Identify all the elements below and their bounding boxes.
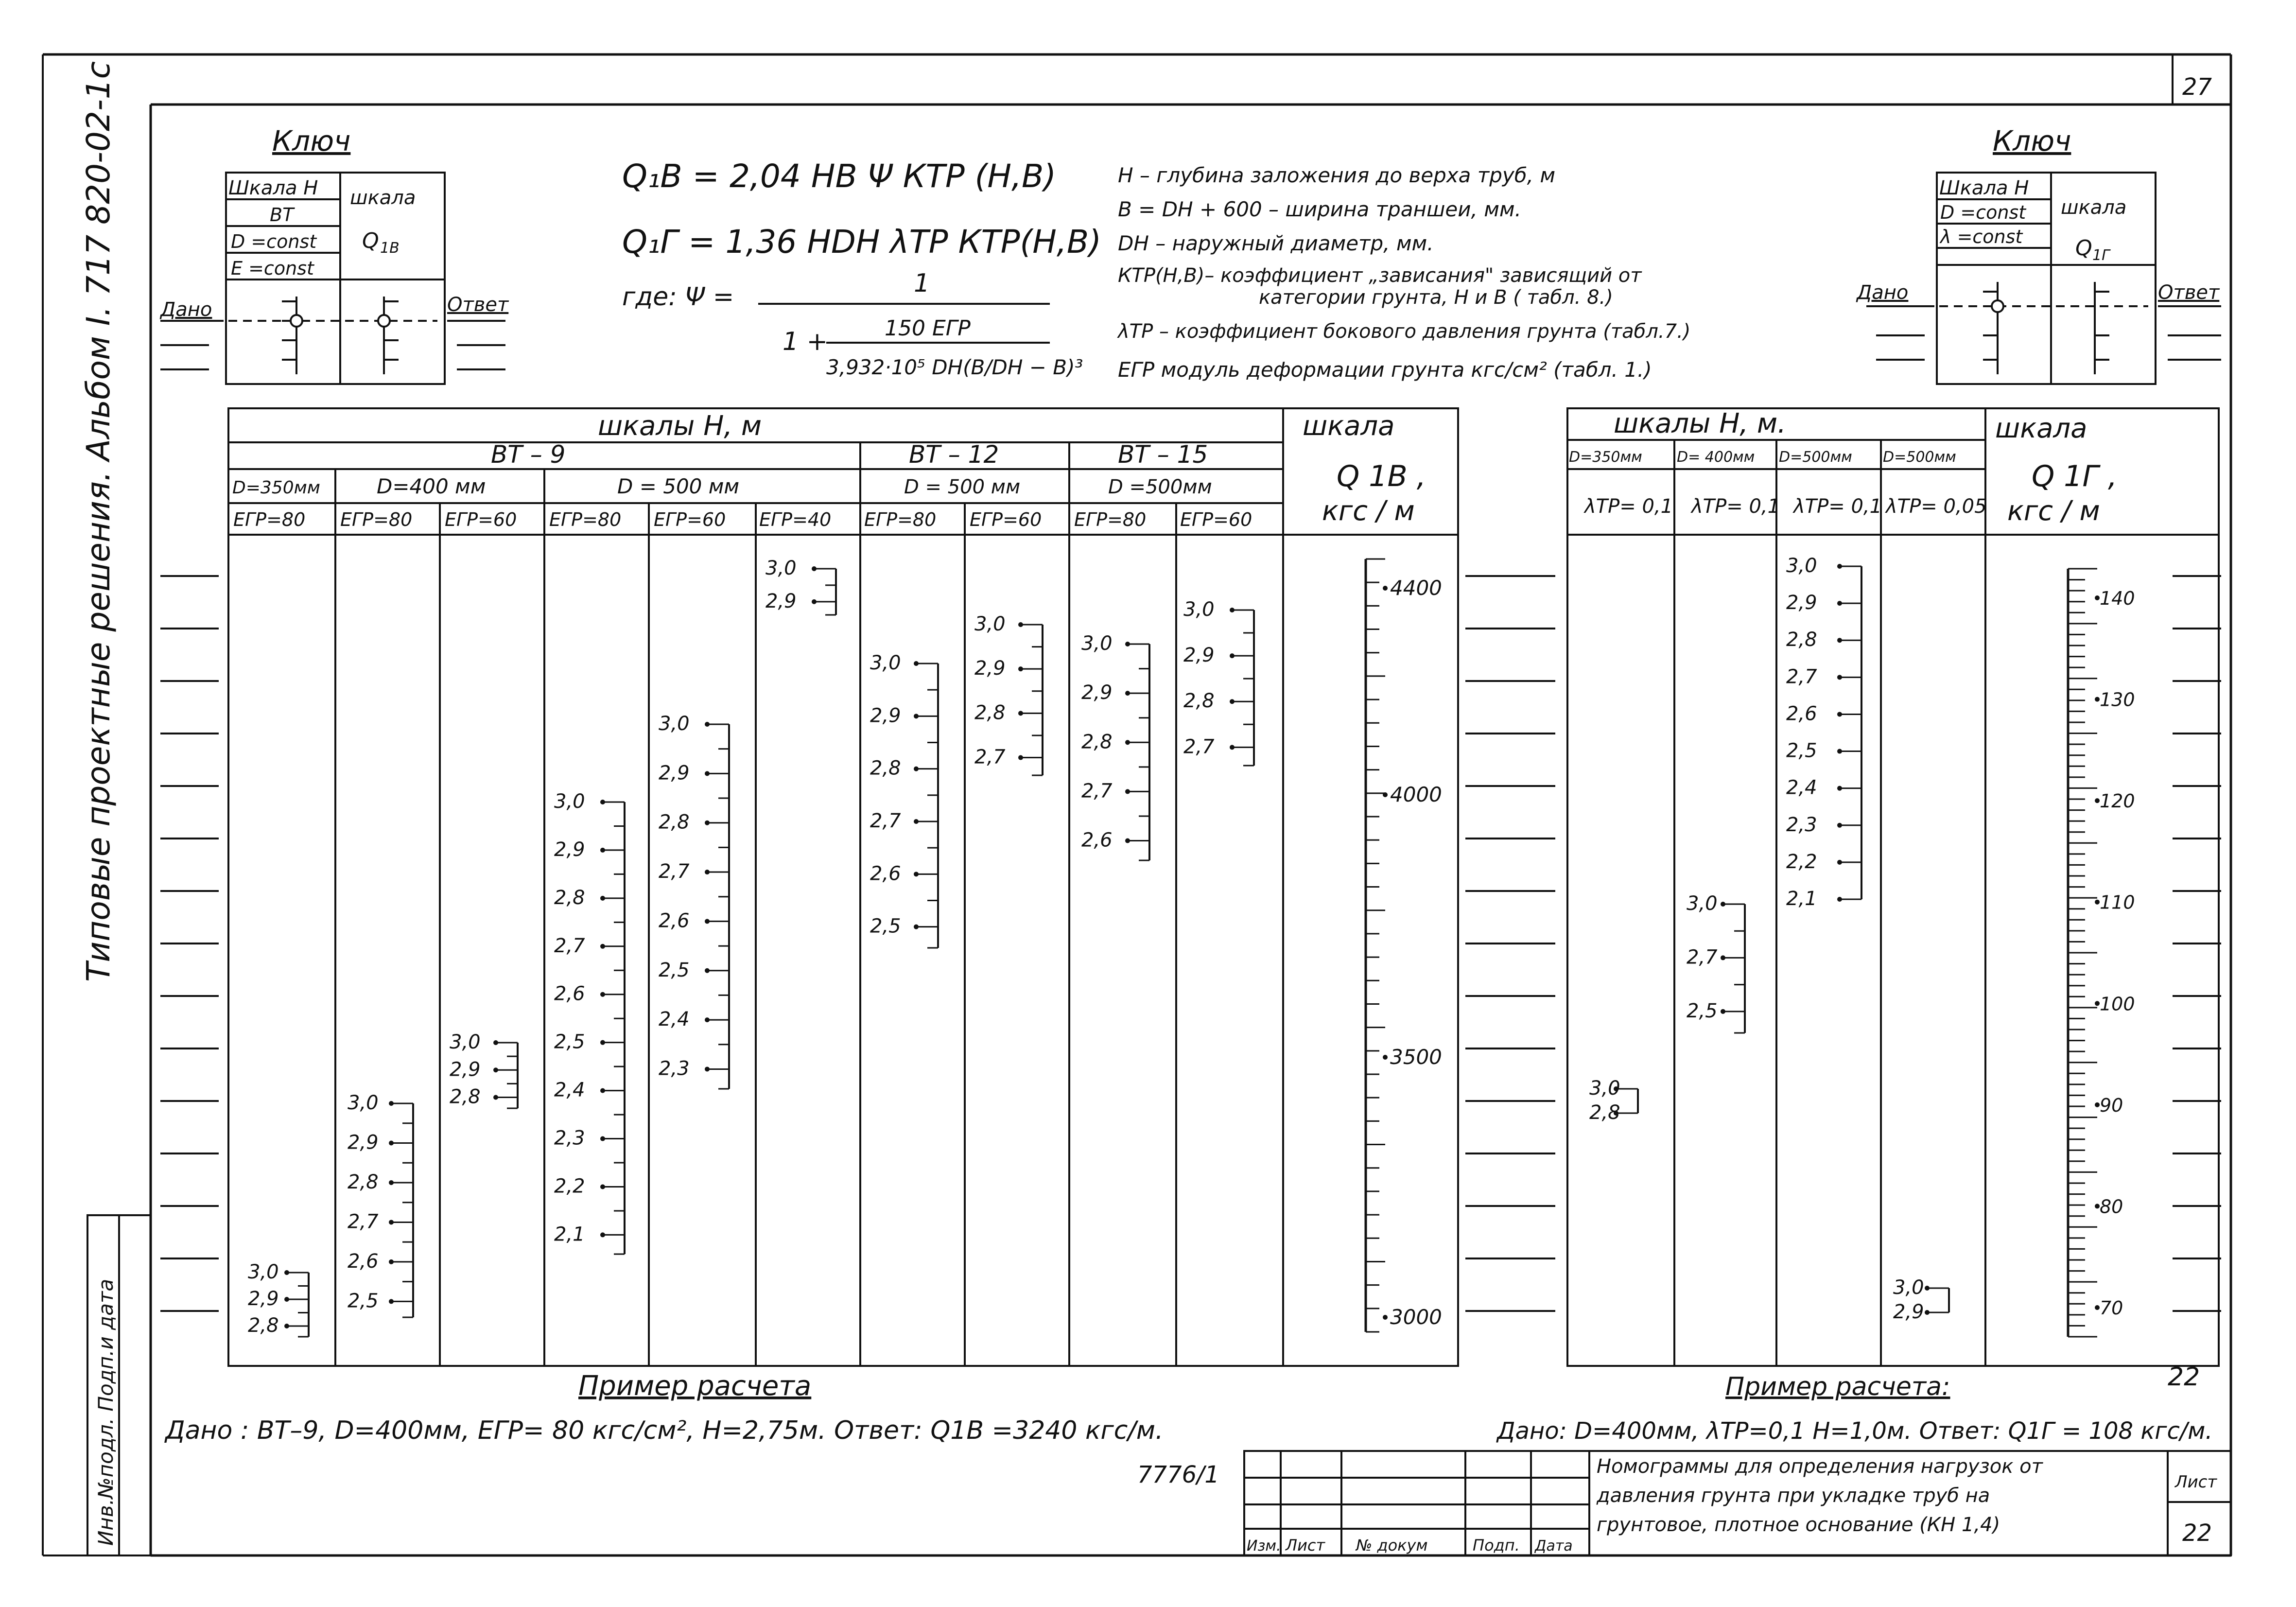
scale-point xyxy=(914,714,919,718)
h-scale-label: 3,0 xyxy=(554,790,585,813)
col-5: ЕГР=60 xyxy=(654,509,726,530)
scale-point xyxy=(389,1140,394,1145)
q1g-scale-label: 100 xyxy=(2100,993,2135,1015)
scale-point xyxy=(389,1259,394,1264)
example-left-text: Дано : ВТ–9, D=400мм, ЕГР= 80 кгс/см², Н=2,75м. Ответ: Q1В =3240 кгс/м. xyxy=(165,1416,1164,1445)
h-scale-label: 2,9 xyxy=(248,1288,279,1310)
diameter-400: D=400 мм xyxy=(377,474,486,498)
key-left-bt: ВТ xyxy=(270,204,294,226)
h-scale-label: 2,8 xyxy=(1786,629,1817,651)
scale-point xyxy=(705,771,710,776)
scale-point xyxy=(1383,586,1388,591)
key-right-title: Ключ xyxy=(1993,124,2071,157)
h-scale-label: 2,6 xyxy=(1081,829,1113,852)
scale-point xyxy=(284,1324,289,1328)
right-diameter-3: D=500мм xyxy=(1779,449,1852,466)
tb-sheet-no: 22 xyxy=(2182,1520,2212,1547)
q1g-scale-label: 70 xyxy=(2100,1297,2123,1319)
key-left-scale-h: Шкала H xyxy=(228,177,318,199)
right-table-headers xyxy=(1569,408,2117,527)
h-scale-label: 2,3 xyxy=(659,1057,690,1080)
h-scale-label: 3,0 xyxy=(248,1261,279,1283)
h-scale-label: 3,0 xyxy=(1687,892,1718,915)
q1g-scale-label: 80 xyxy=(2100,1196,2123,1218)
q1v-scale-label: 3500 xyxy=(1390,1045,1442,1069)
tb-name-2: давления грунта при укладке труб на xyxy=(1597,1485,1990,1507)
key-right xyxy=(1856,124,2221,384)
h-scale-label: 2,5 xyxy=(1687,999,1718,1022)
scale-point xyxy=(914,661,919,666)
col-7: ЕГР=80 xyxy=(864,509,937,530)
legend-line-3: DН – наружный диаметр, мм. xyxy=(1118,231,1434,255)
h-scale-label: 2,2 xyxy=(1786,850,1817,873)
h-scale-label: 2,8 xyxy=(1081,731,1113,753)
scale-point xyxy=(914,925,919,929)
col-1: ЕГР=80 xyxy=(233,509,306,530)
h-scale-label: 2,1 xyxy=(554,1223,585,1246)
h-scale-label: 2,8 xyxy=(248,1314,279,1337)
scale-point xyxy=(705,1066,710,1071)
right-q-label: Q 1Г , xyxy=(2032,459,2118,493)
scale-point xyxy=(1721,955,1725,960)
scale-point xyxy=(1125,691,1130,696)
h-scale-label: 2,8 xyxy=(1183,690,1215,713)
h-scale-label: 2,3 xyxy=(554,1127,585,1150)
scale-point xyxy=(1125,740,1130,745)
legend-line-4: КТР(Н,В)– коэффициент „зависания" зависящий от xyxy=(1118,264,1642,287)
left-q-title: шкала xyxy=(1303,410,1395,442)
q1v-scale-label: 4400 xyxy=(1390,576,1442,600)
key-right-q-sub: 1Г xyxy=(2092,247,2110,264)
scale-point xyxy=(2095,697,2100,702)
q1g-scale-label: 130 xyxy=(2100,689,2135,711)
legend xyxy=(1117,163,1690,382)
scale-point xyxy=(914,872,919,876)
left-table-headers xyxy=(232,410,1426,530)
h-scale-label: 2,8 xyxy=(554,886,585,909)
h-scale-label: 2,3 xyxy=(1786,813,1817,836)
h-scale-label: 2,4 xyxy=(554,1079,585,1101)
left-scales-title: шкалы Н, м xyxy=(598,410,762,442)
h-scale-label: 2,7 xyxy=(1183,735,1215,758)
formula-inner-den: 3,932·10⁵ DН(В/DН − В)³ xyxy=(826,355,1083,379)
right-scales-title: шкалы Н, м. xyxy=(1614,408,1786,439)
scale-point xyxy=(2095,1204,2100,1208)
h-scale-label: 2,9 xyxy=(1081,681,1113,704)
scale-point xyxy=(1383,1055,1388,1060)
right-lambda-2: λТР= 0,1 xyxy=(1691,495,1780,518)
h-scale-label: 2,6 xyxy=(554,982,585,1005)
example-left-title: Пример расчета xyxy=(578,1370,812,1402)
scale-point xyxy=(2095,798,2100,803)
tb-col-izm: Изм. xyxy=(1247,1537,1281,1555)
h-scale-label: 2,8 xyxy=(450,1085,481,1108)
right-q-unit: кгс / м xyxy=(2007,495,2100,527)
tb-col-list: Лист xyxy=(1286,1536,1325,1555)
h-scale-label: 2,5 xyxy=(870,915,901,938)
h-scale-label: 2,9 xyxy=(1786,592,1817,614)
right-lambda-3: λТР= 0,1 xyxy=(1793,495,1882,518)
scale-point xyxy=(1125,642,1130,646)
key-left-given: Дано xyxy=(160,298,212,321)
scale-point xyxy=(1125,838,1130,843)
h-scale-label: 3,0 xyxy=(348,1092,379,1114)
key-left-q-sub: 1В xyxy=(380,240,400,257)
right-q-title: шкала xyxy=(1995,413,2087,444)
scale-point xyxy=(600,1136,605,1141)
key-left-scale: шкала xyxy=(350,187,416,209)
scale-point xyxy=(600,1184,605,1189)
scale-point xyxy=(1018,755,1023,760)
h-scale-label: 2,7 xyxy=(554,934,585,957)
scale-point xyxy=(389,1299,394,1304)
scale-point xyxy=(600,1040,605,1045)
scale-point xyxy=(600,1232,605,1237)
h-scale-label: 2,9 xyxy=(1183,644,1215,667)
scale-point xyxy=(1125,789,1130,794)
bottom-right-mark: 22 xyxy=(2168,1362,2200,1392)
right-diameter-1: D=350мм xyxy=(1569,449,1642,466)
h-scale-label: 2,9 xyxy=(450,1058,481,1081)
key-right-scale: шкала xyxy=(2061,196,2127,219)
scale-point xyxy=(600,944,605,949)
scale-point xyxy=(2095,1102,2100,1107)
scale-point xyxy=(1837,712,1842,716)
scale-point xyxy=(1837,601,1842,606)
legend-line-1: Н – глубина заложения до верха труб, м xyxy=(1118,163,1556,187)
scale-point xyxy=(2095,1001,2100,1006)
h-scale-label: 2,7 xyxy=(348,1210,379,1233)
scale-point xyxy=(1721,1009,1725,1014)
scale-point xyxy=(1018,622,1023,627)
left-stamp-text: Инв.№подл. Подп.и дата xyxy=(94,1278,118,1546)
key-right-answer: Ответ xyxy=(2158,281,2220,304)
key-left-q: Q xyxy=(362,228,379,253)
q1g-scale-label: 90 xyxy=(2100,1094,2123,1116)
key-left-title: Ключ xyxy=(272,124,351,157)
key-right-scale-h: Шкала H xyxy=(1939,177,2029,199)
scale-point xyxy=(1837,860,1842,865)
h-scale-label: 3,0 xyxy=(659,713,690,735)
h-scale-label: 2,9 xyxy=(659,762,690,785)
scale-point xyxy=(1837,675,1842,680)
h-scale-label: 2,2 xyxy=(554,1175,585,1198)
key-left-d-const: D =const xyxy=(231,231,317,252)
scale-point xyxy=(493,1067,498,1072)
h-scale-label: 2,8 xyxy=(870,757,901,780)
h-scale-label: 2,7 xyxy=(1081,780,1113,803)
h-scale-label: 2,8 xyxy=(659,811,690,834)
scale-point xyxy=(2095,900,2100,905)
drawing-code: 7776/1 xyxy=(1137,1461,1219,1488)
h-scale-label: 2,8 xyxy=(974,701,1006,724)
tb-sheet-label: Лист xyxy=(2175,1472,2217,1492)
formulas xyxy=(622,157,1101,379)
col-8: ЕГР=60 xyxy=(970,509,1042,530)
diameter-500-bt15: D =500мм xyxy=(1108,476,1212,498)
h-scale-label: 3,0 xyxy=(450,1031,481,1053)
scale-point xyxy=(705,722,710,727)
diameter-500: D = 500 мм xyxy=(617,474,740,498)
scale-point xyxy=(1837,564,1842,569)
h-scale-label: 2,6 xyxy=(659,909,690,932)
scale-point xyxy=(284,1270,289,1275)
scale-point xyxy=(812,599,817,604)
col-9: ЕГР=80 xyxy=(1074,509,1147,530)
scale-point xyxy=(600,848,605,853)
scale-point xyxy=(284,1297,289,1302)
diameter-350: D=350мм xyxy=(232,478,320,498)
legend-line-5: категории грунта, Н и В ( табл. 8.) xyxy=(1259,286,1613,309)
scale-point xyxy=(1383,1315,1388,1320)
h-scale-label: 2,9 xyxy=(765,590,797,612)
scale-point xyxy=(705,821,710,825)
key-right-q: Q xyxy=(2075,236,2092,261)
tb-name-3: грунтовое, плотное основание (КН 1,4) xyxy=(1597,1514,2000,1536)
scale-point xyxy=(705,870,710,874)
example-right-title: Пример расчета: xyxy=(1725,1372,1950,1401)
h-scale-label: 3,0 xyxy=(765,557,797,579)
scale-point xyxy=(1230,699,1235,704)
col-4: ЕГР=80 xyxy=(549,509,622,530)
scale-point xyxy=(812,566,817,571)
scale-point xyxy=(600,800,605,804)
scale-point xyxy=(1383,792,1388,797)
h-scale-label: 2,7 xyxy=(1786,665,1817,688)
scale-point xyxy=(1721,902,1725,907)
scale-point xyxy=(1837,638,1842,643)
left-q-label: Q 1В , xyxy=(1337,459,1426,493)
q1v-scale-label: 3000 xyxy=(1390,1305,1442,1329)
formula-den-one: 1 + xyxy=(783,327,828,356)
right-lambda-4: λТР= 0,05 xyxy=(1886,495,1987,518)
scale-point xyxy=(914,819,919,824)
group-bt9: ВТ – 9 xyxy=(491,440,566,469)
scale-point xyxy=(1230,745,1235,750)
col-10: ЕГР=60 xyxy=(1180,509,1252,530)
h-scale-label: 2,9 xyxy=(974,657,1006,680)
h-scale-label: 2,9 xyxy=(554,838,585,861)
h-scale-label: 2,8 xyxy=(348,1170,379,1193)
h-scale-label: 2,6 xyxy=(870,862,901,885)
h-scale-label: 2,5 xyxy=(1786,739,1817,762)
diameter-500-bt12: D = 500 мм xyxy=(904,476,1021,498)
scale-point xyxy=(1018,666,1023,671)
tb-col-doc: № докум xyxy=(1356,1536,1428,1555)
right-lambda-1: λТР= 0,1 xyxy=(1584,495,1673,518)
h-scale-label: 3,0 xyxy=(1183,598,1215,621)
scale-point xyxy=(600,992,605,997)
h-scale-label: 2,7 xyxy=(974,746,1006,769)
q1g-scale-label: 120 xyxy=(2100,790,2135,812)
legend-line-2: В = DН + 600 – ширина траншеи, мм. xyxy=(1118,197,1521,221)
left-q-unit: кгс / м xyxy=(1322,495,1415,527)
legend-line-7: ЕГР модуль деформации грунта кгс/см² (табл. 1.) xyxy=(1118,358,1652,382)
h-scale-label: 2,9 xyxy=(870,704,901,727)
scale-point xyxy=(1925,1286,1930,1291)
scale-point xyxy=(705,968,710,973)
scale-point xyxy=(389,1220,394,1224)
right-diameter-2: D= 400мм xyxy=(1677,449,1755,466)
h-scale-label: 2,9 xyxy=(1893,1301,1924,1323)
key-left-e-const: E =const xyxy=(231,258,314,279)
h-scale-label: 2,7 xyxy=(659,860,690,883)
album-side-text: Типовые проектные решения. Альбом I. 717 820-02-1с xyxy=(80,61,117,982)
col-6: ЕГР=40 xyxy=(759,509,832,530)
h-scale-label: 2,6 xyxy=(1786,702,1817,725)
scale-point xyxy=(1837,897,1842,902)
tb-col-date: Дата xyxy=(1535,1537,1573,1555)
q1g-scale-label: 140 xyxy=(2100,588,2135,609)
h-scale-label: 2,7 xyxy=(870,810,901,832)
h-scale-label: 3,0 xyxy=(870,652,901,674)
scale-point xyxy=(389,1180,394,1185)
group-bt12: ВТ – 12 xyxy=(909,440,999,469)
h-scale-label: 2,8 xyxy=(1589,1101,1620,1124)
h-scale-label: 3,0 xyxy=(1081,632,1113,655)
h-scale-label: 2,5 xyxy=(554,1031,585,1053)
scale-point xyxy=(493,1095,498,1100)
scale-point xyxy=(600,896,605,901)
key-left xyxy=(159,124,509,384)
h-scale-label: 2,5 xyxy=(348,1290,379,1312)
nomogram-scales xyxy=(160,555,2221,1337)
h-scale-label: 3,0 xyxy=(1589,1077,1620,1100)
formula-psi-num: 1 xyxy=(914,269,930,298)
key-left-answer: Ответ xyxy=(447,294,509,316)
tb-col-sign: Подп. xyxy=(1473,1536,1520,1555)
scale-point xyxy=(1230,653,1235,658)
scale-point xyxy=(1837,786,1842,791)
scale-point xyxy=(1230,608,1235,612)
scale-point xyxy=(600,1088,605,1093)
formula-inner-num: 150 ЕГР xyxy=(885,316,971,341)
h-scale-label: 3,0 xyxy=(1893,1276,1924,1299)
scale-point xyxy=(705,1017,710,1022)
group-bt15: ВТ – 15 xyxy=(1118,440,1208,469)
scale-point xyxy=(914,767,919,771)
key-right-given: Дано xyxy=(1857,281,1909,304)
legend-line-6: λТР – коэффициент бокового давления грунта (табл.7.) xyxy=(1118,320,1691,343)
scale-point xyxy=(1837,823,1842,828)
col-2: ЕГР=80 xyxy=(340,509,413,530)
h-scale-label: 3,0 xyxy=(974,613,1006,635)
h-scale-label: 2,9 xyxy=(348,1131,379,1154)
right-table-grid xyxy=(1567,408,2219,1366)
h-scale-label: 2,4 xyxy=(659,1008,690,1031)
scale-point xyxy=(2095,595,2100,600)
scale-point xyxy=(493,1040,498,1045)
right-diameter-4: D=500мм xyxy=(1883,449,1956,466)
example-right-text: Дано: D=400мм, λТР=0,1 Н=1,0м. Ответ: Q1Г = 108 кгс/м. xyxy=(1497,1417,2213,1445)
scale-point xyxy=(389,1101,394,1106)
scale-point xyxy=(2095,1305,2100,1310)
page-number: 27 xyxy=(2182,73,2212,101)
scale-point xyxy=(1018,711,1023,716)
q1g-scale-label: 110 xyxy=(2100,891,2135,913)
scale-point xyxy=(1925,1310,1930,1315)
tb-name-1: Номограммы для определения нагрузок от xyxy=(1597,1455,2043,1478)
h-scale-label: 2,4 xyxy=(1786,776,1817,799)
h-scale-label: 2,1 xyxy=(1786,888,1817,910)
key-right-l-const: λ =const xyxy=(1940,226,2023,247)
key-right-d-const: D =const xyxy=(1940,202,2026,223)
scale-point xyxy=(705,919,710,924)
formula-where: где: Ψ = xyxy=(622,282,734,312)
formula-q1g: Q₁Г = 1,36 НDН λТР КТР(Н,В) xyxy=(622,223,1101,261)
h-scale-label: 2,6 xyxy=(348,1250,379,1273)
h-scale-label: 2,5 xyxy=(659,959,690,981)
formula-q1v: Q₁В = 2,04 НВ Ψ КТР (Н,В) xyxy=(622,157,1057,195)
scale-point xyxy=(1837,749,1842,754)
q1v-scale-label: 4000 xyxy=(1390,783,1442,806)
col-3: ЕГР=60 xyxy=(445,509,517,530)
h-scale-label: 3,0 xyxy=(1786,555,1817,577)
h-scale-label: 2,7 xyxy=(1687,946,1718,969)
